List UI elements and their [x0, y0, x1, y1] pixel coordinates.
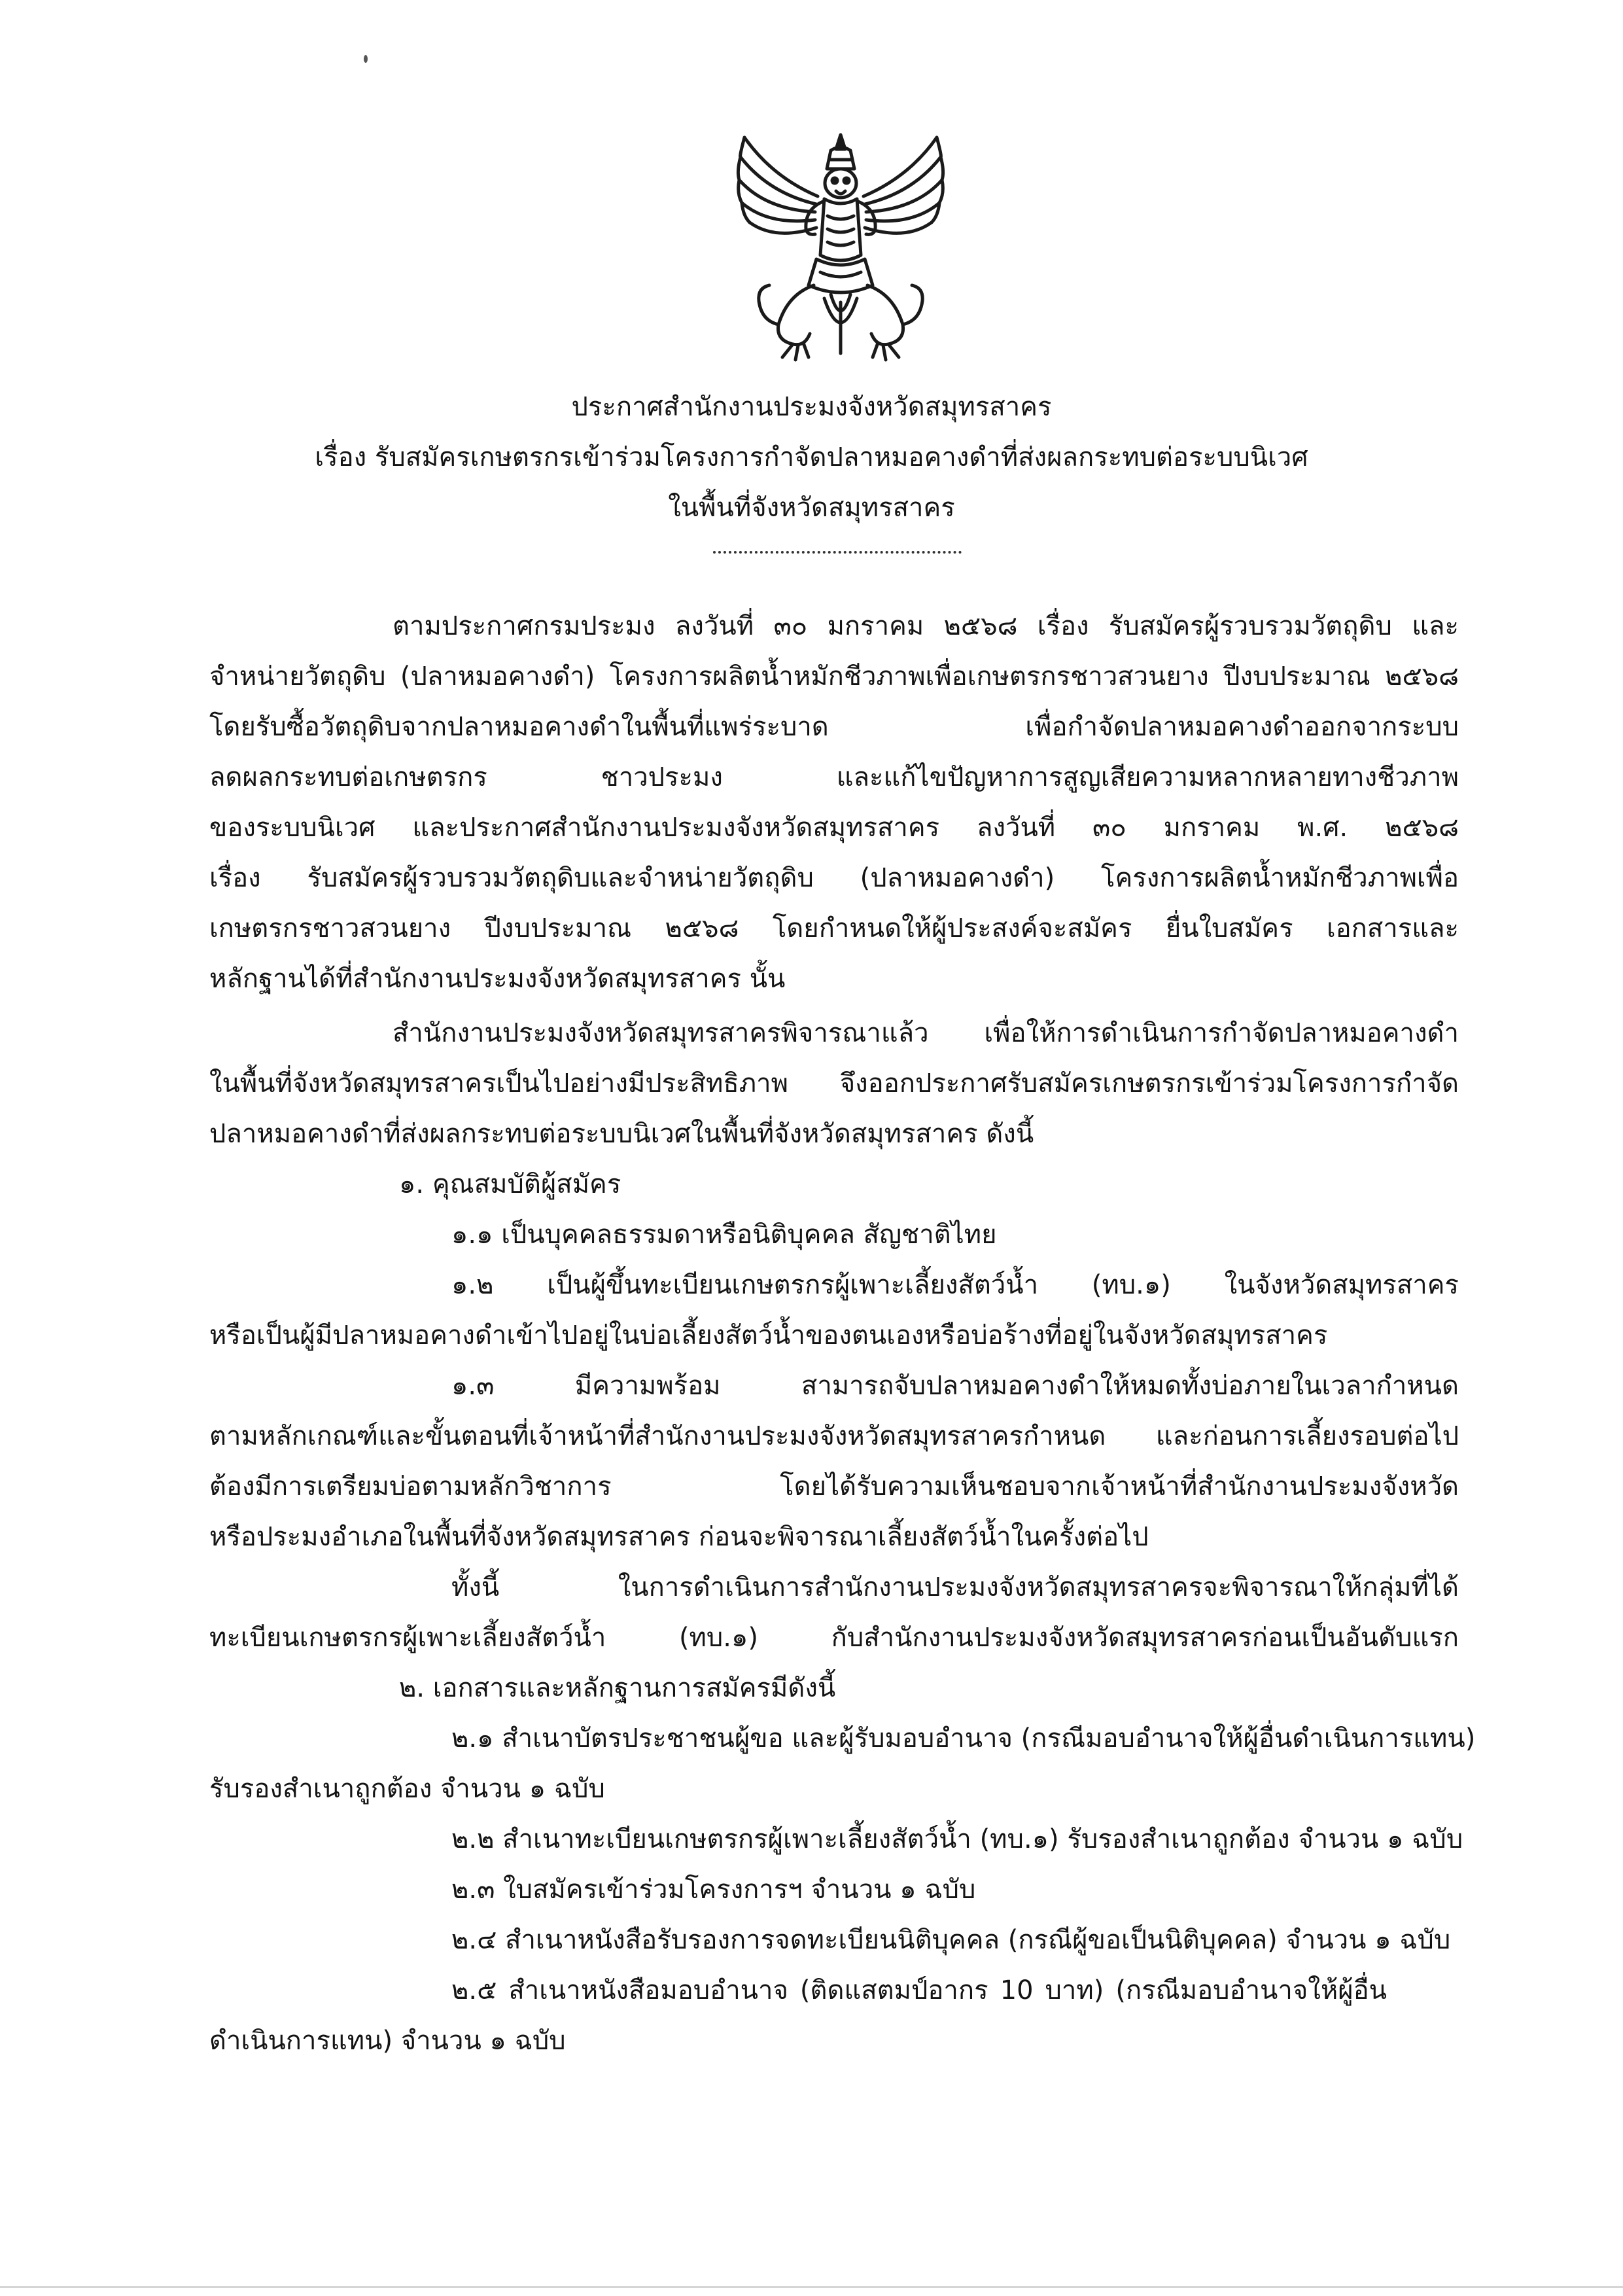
section-1-item-3-line: ๑.๓ มีความพร้อม สามารถจับปลาหมอคางดำให้หมดทั้งบ่อภายในเวลากำหนด	[451, 1371, 1459, 1401]
paragraph-1-line: โดยรับซื้อวัตถุดิบจากปลาหมอคางดำในพื้นที่แพร่ระบาด เพื่อกำจัดปลาหมอคางดำออกจากระบบ	[209, 712, 1459, 742]
paragraph-2-line: ปลาหมอคางดำที่ส่งผลกระทบต่อระบบนิเวศในพื้นที่จังหวัดสมุทรสาคร ดังนี้	[209, 1119, 1034, 1149]
announcement-title: ประกาศสำนักงานประมงจังหวัดสมุทรสาคร	[571, 392, 1052, 422]
paragraph-2-line: สำนักงานประมงจังหวัดสมุทรสาครพิจารณาแล้ว เพื่อให้การดำเนินการกำจัดปลาหมอคางดำ	[393, 1018, 1459, 1048]
section-1-heading: ๑. คุณสมบัติผู้สมัคร	[399, 1169, 621, 1199]
section-1-item-3-line: ตามหลักเกณฑ์และขั้นตอนที่เจ้าหน้าที่สำนักงานประมงจังหวัดสมุทรสาครกำหนด และก่อนการเลี้ยงรอบต่อไป	[209, 1421, 1459, 1451]
announcement-subject: เรื่อง รับสมัครเกษตรกรเข้าร่วมโครงการกำจัดปลาหมอคางดำที่ส่งผลกระทบต่อระบบนิเวศ	[315, 442, 1308, 472]
section-1-item-3-line: ต้องมีการเตรียมบ่อตามหลักวิชาการ โดยได้รับความเห็นชอบจากเจ้าหน้าที่สำนักงานประมงจังหวัด	[209, 1472, 1459, 1502]
scan-edge-line	[0, 2286, 1623, 2288]
section-2-item-4: ๒.๔ สำเนาหนังสือรับรองการจดทะเบียนนิติบุคคล (กรณีผู้ขอเป็นนิติบุคคล) จำนวน ๑ ฉบับ	[451, 1925, 1451, 1955]
section-1-note-line: ทะเบียนเกษตรกรผู้เพาะเลี้ยงสัตว์น้ำ (ทบ.๑) กับสำนักงานประมงจังหวัดสมุทรสาครก่อนเป็นอันดับแรก	[209, 1623, 1459, 1653]
section-2-item-1-line: รับรองสำเนาถูกต้อง จำนวน ๑ ฉบับ	[209, 1774, 605, 1804]
section-2-item-2: ๒.๒ สำเนาทะเบียนเกษตรกรผู้เพาะเลี้ยงสัตว์น้ำ (ทบ.๑) รับรองสำเนาถูกต้อง จำนวน ๑ ฉบับ	[451, 1824, 1463, 1854]
paragraph-1-line: ลดผลกระทบต่อเกษตรกร ชาวประมง และแก้ไขปัญหาการสูญเสียความหลากหลายทางชีวภาพ	[209, 762, 1459, 792]
section-2-heading: ๒. เอกสารและหลักฐานการสมัครมีดังนี้	[399, 1673, 836, 1703]
section-2-item-3: ๒.๓ ใบสมัครเข้าร่วมโครงการฯ จำนวน ๑ ฉบับ	[451, 1875, 976, 1905]
section-1-item-2-line: ๑.๒ เป็นผู้ขึ้นทะเบียนเกษตรกรผู้เพาะเลี้ยงสัตว์น้ำ (ทบ.๑) ในจังหวัดสมุทรสาคร	[451, 1270, 1459, 1300]
section-2-item-5-line: ๒.๕ สำเนาหนังสือมอบอำนาจ (ติดแสตมป์อากร 10 บาท) (กรณีมอบอำนาจให้ผู้อื่น	[451, 1975, 1387, 2005]
paragraph-1-line: ของระบบนิเวศ และประกาศสำนักงานประมงจังหวัดสมุทรสาคร ลงวันที่ ๓๐ มกราคม พ.ศ. ๒๕๖๘	[209, 813, 1459, 843]
section-1-item-3-line: หรือประมงอำเภอในพื้นที่จังหวัดสมุทรสาคร ก่อนจะพิจารณาเลี้ยงสัตว์น้ำในครั้งต่อไป	[209, 1522, 1149, 1552]
paragraph-2-line: ในพื้นที่จังหวัดสมุทรสาครเป็นไปอย่างมีประสิทธิภาพ จึงออกประกาศรับสมัครเกษตรกรเข้าร่วมโครงการกำจัด	[209, 1069, 1459, 1099]
garuda-emblem-icon	[733, 131, 949, 366]
section-2-item-5-line: ดำเนินการแทน) จำนวน ๑ ฉบับ	[209, 2026, 566, 2056]
scan-speck	[364, 55, 368, 63]
paragraph-1-line: ตามประกาศกรมประมง ลงวันที่ ๓๐ มกราคม ๒๕๖๘ เรื่อง รับสมัครผู้รวบรวมวัตถุดิบ และ	[393, 611, 1459, 641]
section-1-note-line: ทั้งนี้ ในการดำเนินการสำนักงานประมงจังหวัดสมุทรสาครจะพิจารณาให้กลุ่มที่ได้	[451, 1572, 1459, 1602]
announcement-area: ในพื้นที่จังหวัดสมุทรสาคร	[668, 493, 955, 523]
paragraph-1-line: หลักฐานได้ที่สำนักงานประมงจังหวัดสมุทรสาคร นั้น	[209, 964, 786, 994]
section-1-item-1: ๑.๑ เป็นบุคคลธรรมดาหรือนิติบุคคล สัญชาติไทย	[451, 1220, 997, 1250]
paragraph-1-line: เรื่อง รับสมัครผู้รวบรวมวัตถุดิบและจำหน่ายวัตถุดิบ (ปลาหมอคางดำ) โครงการผลิตน้ำหมักชีวภาพเพื่อ	[209, 863, 1459, 893]
paragraph-1-line: จำหน่ายวัตถุดิบ (ปลาหมอคางดำ) โครงการผลิตน้ำหมักชีวภาพเพื่อเกษตรกรชาวสวนยาง ปีงบประมาณ ๒๕๖๘	[209, 662, 1459, 692]
title-dotted-divider	[713, 551, 962, 554]
section-2-item-1-line: ๒.๑ สำเนาบัตรประชาชนผู้ขอ และผู้รับมอบอำนาจ (กรณีมอบอำนาจให้ผู้อื่นดำเนินการแทน)	[451, 1723, 1476, 1754]
paragraph-1-line: เกษตรกรชาวสวนยาง ปีงบประมาณ ๒๕๖๘ โดยกำหนดให้ผู้ประสงค์จะสมัคร ยื่นใบสมัคร เอกสารและ	[209, 913, 1459, 944]
section-1-item-2-line: หรือเป็นผู้มีปลาหมอคางดำเข้าไปอยู่ในบ่อเลี้ยงสัตว์น้ำของตนเองหรือบ่อร้างที่อยู่ในจังหวัดสมุทรสาคร	[209, 1320, 1328, 1351]
